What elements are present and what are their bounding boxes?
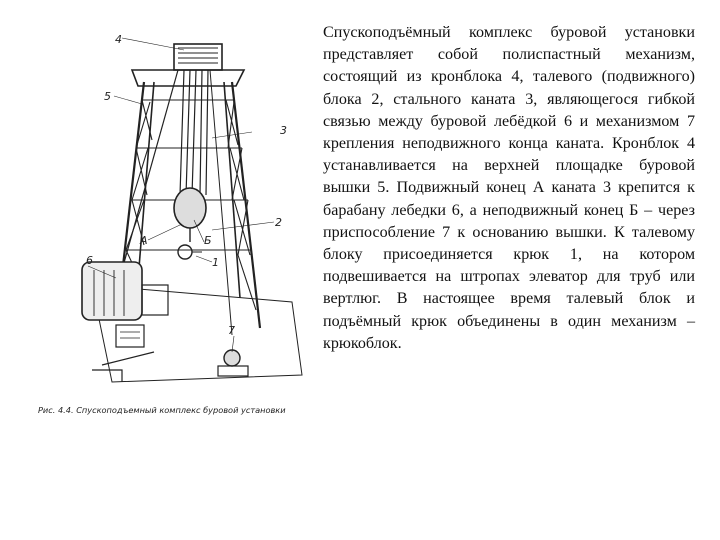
label-6: 6 — [86, 254, 93, 267]
control-panel — [116, 325, 144, 347]
body-paragraph: Спускоподъёмный комплекс буровой установки представляет собой полиспастный механизм, состоящий из кронблока 4, талевого (подвижного) блока 2, стального каната 3, являющегося гибкой связью между буровой лебёдкой 6 и механизмом 7 крепления неподвижного конца каната. Кронблок 4 устанавливается на верхней площадке буровой вышки 5. Подвижный конец А каната 3 крепится к барабану лебедки 6, а неподвижный конец Б – через приспособление 7 к основанию вышки. К талевому блоку присоединяется крюк 1, на котором подвешивается на штропах элеватор для труб или вертлюг. В настоящее время талевый блок и подъёмный крюк объединены в один механизм – крюкоблок. — [323, 24, 695, 352]
figure-caption: Рис. 4.4. Спускоподъемный комплекс буровой установки — [38, 405, 286, 415]
label-B: Б — [204, 234, 212, 247]
hook — [178, 245, 192, 259]
label-1: 1 — [212, 256, 219, 269]
label-3: 3 — [280, 124, 287, 137]
label-7: 7 — [228, 324, 235, 337]
drilling-rig-figure — [86, 30, 320, 392]
drawworks — [82, 262, 142, 320]
derrick-leg-left-front — [120, 82, 144, 292]
derrick-leg-right-front — [232, 82, 260, 328]
drilling-rig-drawing — [86, 30, 320, 392]
label-A: А — [140, 234, 148, 247]
label-5: 5 — [104, 90, 111, 103]
deadline-anchor — [224, 350, 240, 366]
traveling-block — [174, 188, 206, 228]
label-4: 4 — [115, 33, 122, 46]
label-2: 2 — [275, 216, 282, 229]
top-platform — [132, 70, 244, 86]
brake-lever — [92, 352, 154, 382]
